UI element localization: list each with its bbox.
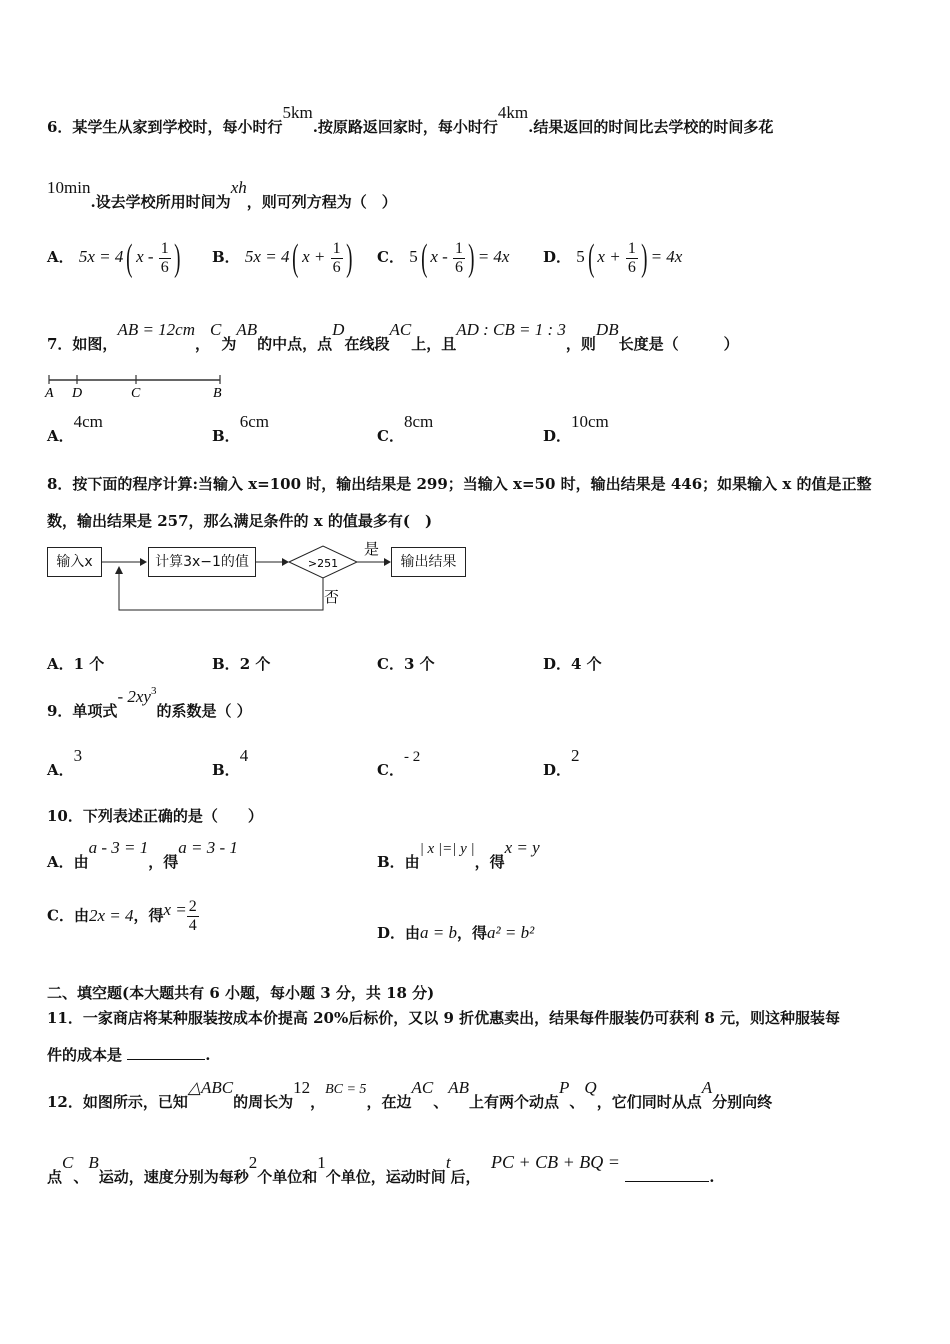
q8-c-value: 3 个 [403, 655, 435, 673]
q6-b-num: 1 [332, 239, 341, 257]
q9-b-value: 4 [239, 746, 249, 765]
q8-d-value: 4 个 [571, 655, 602, 673]
flow-input-box: 输入x [47, 547, 102, 577]
q7-option-c[interactable] [377, 412, 434, 446]
q10-option-a[interactable] [47, 838, 238, 872]
q7-c-letter: C． [377, 427, 404, 445]
q11-end: . [205, 1046, 211, 1064]
q9-b-letter: B． [212, 761, 240, 779]
q8-option-b[interactable] [212, 653, 270, 674]
q6-speed2: 4km [497, 103, 529, 122]
q6-a-letter: A． [47, 248, 74, 266]
q9-option-a[interactable] [47, 746, 83, 780]
q6-d-frac [626, 240, 638, 277]
q7-b-letter: B． [212, 427, 240, 445]
q9-option-b[interactable] [212, 746, 249, 780]
q6-c-letter: C． [377, 248, 404, 266]
q12-a: A [701, 1078, 713, 1097]
q10-c-get: ，得 [133, 906, 164, 925]
q7-t1: ， [195, 335, 211, 353]
q9-d-value: 2 [571, 746, 580, 765]
flow-compute-box: 计算3x−1的值 [148, 547, 256, 577]
q12-l2-3: 运动，速度分别为每秒 [98, 1168, 249, 1186]
flow-connectors [100, 538, 400, 616]
q12-two: 2 [248, 1153, 258, 1172]
q10-option-c[interactable] [47, 898, 199, 935]
q7-line1 [47, 320, 739, 354]
q9-option-c[interactable] [377, 749, 421, 780]
q6-option-a[interactable] [47, 236, 183, 280]
q7-c: C [210, 320, 222, 339]
q10-c-den: 4 [188, 917, 197, 934]
q6-d-lhs: 5 [576, 247, 585, 266]
q7-d: D [332, 320, 345, 339]
q12-l2-2: 、 [73, 1168, 89, 1186]
q9-a-letter: A． [47, 761, 74, 779]
q6-line2 [47, 178, 397, 212]
q7-t6: ，则 [565, 335, 596, 353]
q10-a-letter: A．由 [47, 853, 89, 871]
q10-c-to-lhs: x = [163, 899, 187, 919]
q12-line2 [47, 1152, 715, 1187]
q12-answer-blank[interactable] [625, 1167, 709, 1182]
q10-c-from: 2x = 4 [88, 905, 134, 925]
q8-d-letter: D． [543, 655, 572, 673]
flow-no-label: 否 [324, 588, 340, 606]
q9-end: 的系数是（ ） [156, 702, 252, 720]
q12-t5: 上有两个动点 [468, 1093, 559, 1111]
q11-line2 [47, 1044, 210, 1065]
q8-a-value: 1 个 [73, 655, 105, 673]
flow-yes-label: 是 [364, 540, 380, 558]
q10-d-letter: D．由 [377, 924, 421, 942]
q6-d-letter: D． [543, 248, 572, 266]
q6-a-den: 6 [160, 258, 169, 276]
flow-condition-text: >251 [307, 557, 339, 570]
q7-t4: 在线段 [344, 335, 390, 353]
q12-t: t [445, 1153, 451, 1172]
q6-c-rhs: = 4x [477, 247, 510, 266]
q8-c-letter: C． [377, 655, 404, 673]
q9-label: 9．单项式 [47, 702, 118, 720]
q12-l2-1: 点 [47, 1168, 63, 1186]
q6-b-lparen: ( [292, 237, 299, 279]
q10-option-d[interactable] [377, 922, 534, 943]
flow-arrowhead-yes [384, 558, 391, 566]
q10-c-letter: C．由 [47, 906, 89, 925]
q7-b-value: 6cm [239, 412, 269, 431]
q8-option-d[interactable] [543, 653, 602, 674]
q6-b-frac [331, 240, 343, 277]
q7-c-value: 8cm [403, 412, 434, 431]
q12-t6: 、 [569, 1093, 585, 1111]
q7-t5: 上，且 [411, 335, 457, 353]
q6-line1 [47, 103, 774, 137]
q7-t2: 为 [221, 335, 237, 353]
q10-b-from: | x |=| y | [419, 841, 475, 857]
q6-d-rparen: ) [641, 237, 648, 279]
q6-end: ，则可列方程为（ ） [246, 193, 397, 211]
q9-exponent: 3 [150, 685, 157, 697]
q12-expr: PC + CB + BQ = [491, 1152, 620, 1172]
q12-b: B [88, 1153, 99, 1172]
q12-l2-4: 个单位和 [257, 1168, 318, 1186]
q12-t7: ，它们同时从点 [596, 1093, 702, 1111]
q6-a-lparen: ( [126, 237, 133, 279]
q12-l2-5: 个单位，运动时间 [325, 1168, 446, 1186]
q7-option-d[interactable] [543, 412, 609, 446]
q7-a-value: 4cm [73, 412, 103, 431]
q6-b-letter: B． [212, 248, 240, 266]
q6-c-lparen: ( [420, 237, 428, 279]
q12-bc: BC = 5 [325, 1082, 367, 1097]
q7-option-a[interactable] [47, 412, 103, 446]
q7-d-value: 10cm [571, 412, 609, 431]
q9-option-d[interactable] [543, 746, 580, 780]
flow-arrowhead-1 [140, 558, 147, 566]
q10-a-get: ，得 [148, 853, 179, 871]
q7-ac: AC [389, 320, 412, 339]
section-2-title: 二、填空题(本大题共有 6 小题，每小题 3 分，共 18 分) [47, 984, 435, 1002]
q9-c-value: - 2 [403, 749, 421, 765]
q12-ab: AB [448, 1078, 469, 1097]
q9-line [47, 685, 252, 721]
q12-end: . [709, 1168, 715, 1186]
q6-a-lhs: 5x = 4 [78, 247, 124, 266]
q9-d-letter: D． [543, 761, 572, 779]
q6-d-num: 1 [627, 239, 636, 257]
q6-b-den: 6 [332, 258, 341, 276]
q9-c-letter: C． [377, 761, 404, 779]
q8-a-letter: A． [47, 655, 74, 673]
q7-ratio: AD : CB = 1 : 3 [456, 320, 566, 339]
q12-ac: AC [411, 1078, 434, 1097]
q7-a-letter: A． [47, 427, 74, 445]
q10-d-get: ，得 [457, 924, 488, 942]
q6-option-c[interactable] [377, 236, 509, 280]
q6-d-lparen: ( [587, 237, 595, 279]
flow-loop-back [119, 568, 323, 610]
flow-arrowhead-loop [115, 566, 123, 574]
q6-text1: .按原路返回家时，每小时行 [312, 118, 498, 136]
q10-a-to: a = 3 - 1 [178, 838, 238, 857]
q7-fig-label-c: C [131, 386, 141, 401]
q9-a-value: 3 [73, 746, 83, 765]
flow-output-box: 输出结果 [391, 547, 466, 577]
q12-c: C [62, 1153, 74, 1172]
q7-label: 7．如图， [47, 335, 118, 353]
q6-c-lhs: 5 [409, 247, 418, 266]
q10-a-from: a - 3 = 1 [88, 838, 149, 857]
q8-b-letter: B． [212, 655, 240, 673]
q8-option-a[interactable] [47, 653, 104, 674]
q6-d-rhs: = 4x [650, 247, 683, 266]
q11-answer-blank[interactable] [127, 1045, 205, 1060]
q12-line1 [47, 1078, 773, 1112]
q7-db: DB [595, 320, 619, 339]
q6-option-b[interactable] [212, 236, 355, 280]
q6-option-d[interactable] [543, 236, 682, 280]
q6-label: 6．某学生从家到学校时，每小时行 [47, 118, 283, 136]
q6-d-op: x + [597, 247, 621, 266]
q7-fig-label-d: D [72, 386, 83, 401]
q12-one: 1 [317, 1153, 326, 1172]
q12-p: P [559, 1078, 570, 1097]
q6-c-op: x - [430, 247, 448, 266]
q6-speed1: 5km [282, 103, 313, 122]
q6-a-rparen: ) [173, 237, 181, 279]
q6-d-den: 6 [627, 258, 636, 276]
q10-c-num: 2 [188, 898, 197, 915]
q6-b-lhs: 5x = 4 [244, 247, 290, 266]
q8-b-value: 2 个 [239, 655, 271, 673]
q6-time-diff: 10min [47, 178, 91, 197]
q12-label: 12．如图所示，已知 [47, 1093, 188, 1111]
q12-triangle: △ABC [187, 1078, 234, 1097]
q11-text: 件的成本是 [47, 1046, 123, 1064]
q6-c-frac [453, 240, 465, 277]
q7-ab2: AB [236, 320, 258, 339]
q12-t4: 、 [433, 1093, 449, 1111]
q10-d-from: a = b [420, 923, 457, 942]
q12-t2: ， [310, 1093, 326, 1111]
q6-a-op: x - [136, 247, 154, 266]
q12-t1: 的周长为 [233, 1093, 294, 1111]
q6-c-rparen: ) [468, 237, 475, 279]
q10-b-get: ，得 [474, 853, 505, 871]
q10-c-frac [187, 898, 199, 935]
q12-t3: ，在边 [366, 1093, 412, 1111]
q8-line2: 数，输出结果是 257，那么满足条件的 x 的值最多有( ) [47, 512, 433, 530]
q12-l2-6: 后， [450, 1168, 481, 1186]
q6-text2: .结果返回的时间比去学校的时间多花 [528, 118, 774, 136]
q7-t3: 的中点，点 [257, 335, 333, 353]
q10-label: 10．下列表述正确的是（ ） [47, 807, 263, 825]
q6-b-rparen: ) [345, 237, 353, 279]
q7-t7: 长度是（ ） [618, 335, 739, 353]
q6-a-num: 1 [160, 239, 169, 257]
q11-line1: 11．一家商店将某种服装按成本价提高 20%后标价，又以 9 折优惠卖出，结果每件服装仍可获利 8 元，则这种服装每 [47, 1009, 840, 1027]
q9-expr: - 2xy [117, 687, 151, 706]
q7-fig-label-b: B [213, 386, 222, 401]
q7-fig-label-a: A [45, 386, 54, 401]
q10-b-to: x = y [504, 838, 540, 857]
q12-q: Q [584, 1078, 597, 1097]
q12-t8: 分别向终 [712, 1093, 773, 1111]
q10-b-letter: B．由 [377, 853, 420, 871]
q12-perimeter: 12 [293, 1078, 311, 1097]
q6-var: xh [230, 178, 247, 197]
q7-option-b[interactable] [212, 412, 269, 446]
q6-a-frac [159, 240, 171, 277]
q8-line1: 8．按下面的程序计算:当输入 x=100 时，输出结果是 299；当输入 x=50 时，输出结果是 446；如果输入 x 的值是正整 [47, 475, 872, 493]
q10-d-to: a² = b² [487, 923, 535, 942]
q7-ab: AB = 12cm [117, 320, 195, 339]
q6-c-num: 1 [455, 239, 464, 257]
q6-text3: .设去学校所用时间为 [90, 193, 231, 211]
q8-option-c[interactable] [377, 653, 435, 674]
q7-d-letter: D． [543, 427, 572, 445]
q6-c-den: 6 [455, 258, 464, 276]
q6-b-op: x + [302, 247, 326, 266]
q10-option-b[interactable] [377, 838, 540, 872]
q7-segment-figure [44, 372, 234, 402]
